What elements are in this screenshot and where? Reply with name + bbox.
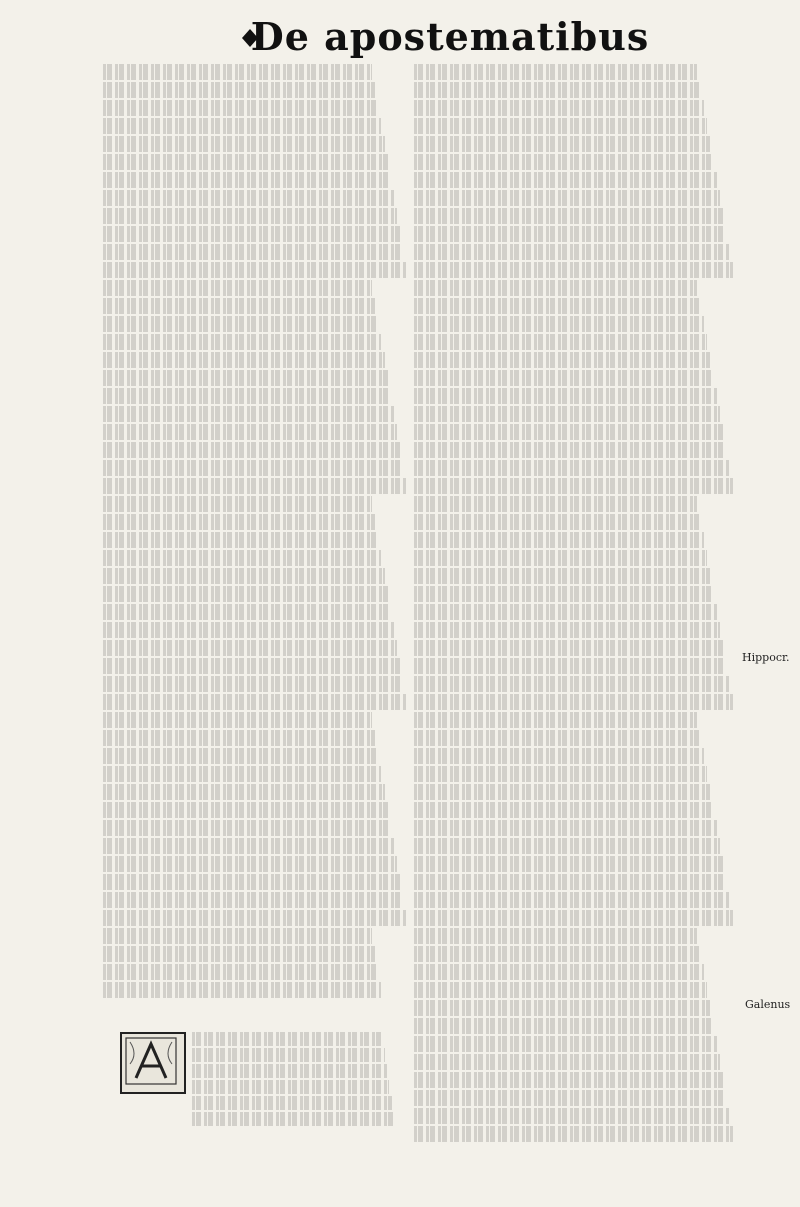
text-line-placeholder (414, 946, 701, 962)
text-line-placeholder (103, 586, 388, 602)
text-line-placeholder (414, 856, 723, 872)
text-line-placeholder (103, 280, 372, 296)
decorative-initial-icon (122, 1034, 180, 1088)
text-line-placeholder (414, 604, 717, 620)
text-line-placeholder (414, 460, 730, 476)
text-line-placeholder (192, 1096, 392, 1110)
text-line-placeholder (414, 712, 697, 728)
text-line-placeholder (192, 1032, 383, 1046)
text-line-placeholder (414, 352, 710, 368)
woodcut-initial (120, 1032, 186, 1094)
text-line-placeholder (414, 1036, 717, 1052)
text-line-placeholder (414, 208, 723, 224)
text-line-placeholder (103, 64, 372, 80)
text-line-placeholder (414, 370, 713, 386)
text-line-placeholder (414, 802, 713, 818)
text-line-placeholder (414, 820, 717, 836)
text-line-placeholder (414, 316, 704, 332)
text-line-placeholder (414, 226, 726, 242)
text-line-placeholder (414, 154, 713, 170)
text-line-placeholder (103, 460, 403, 476)
text-line-placeholder (103, 568, 385, 584)
text-line-placeholder (103, 910, 406, 926)
text-line-placeholder (103, 874, 400, 890)
text-line-placeholder (103, 766, 381, 782)
text-line-placeholder (414, 244, 730, 260)
text-line-placeholder (103, 352, 385, 368)
text-line-placeholder (103, 496, 372, 512)
text-line-placeholder (414, 694, 733, 710)
text-line-placeholder (103, 730, 375, 746)
text-line-placeholder (103, 478, 406, 494)
text-line-placeholder (103, 784, 385, 800)
text-line-placeholder (103, 118, 381, 134)
text-line-placeholder (414, 676, 730, 692)
text-line-placeholder (414, 730, 701, 746)
text-line-placeholder (414, 928, 697, 944)
text-line-placeholder (103, 856, 397, 872)
text-line-placeholder (414, 496, 697, 512)
text-line-placeholder (414, 190, 720, 206)
text-line-placeholder (414, 910, 733, 926)
text-line-placeholder (103, 172, 391, 188)
text-line-placeholder (414, 388, 717, 404)
text-line-placeholder (103, 388, 391, 404)
text-line-placeholder (414, 1108, 730, 1124)
text-line-placeholder (103, 676, 403, 692)
text-line-placeholder (414, 658, 726, 674)
text-line-placeholder (414, 838, 720, 854)
text-line-placeholder (414, 298, 701, 314)
text-line-placeholder (103, 298, 375, 314)
text-line-placeholder (414, 82, 701, 98)
text-line-placeholder (414, 1018, 713, 1034)
text-line-placeholder (103, 964, 378, 980)
running-head-title: De apostematibus (250, 14, 650, 59)
text-line-placeholder (103, 136, 385, 152)
left-column-text (103, 64, 409, 1074)
text-line-placeholder (414, 406, 720, 422)
text-line-placeholder (414, 424, 723, 440)
text-line-placeholder (414, 766, 707, 782)
text-line-placeholder (103, 244, 403, 260)
text-line-placeholder (103, 550, 381, 566)
text-line-placeholder (103, 226, 400, 242)
text-line-placeholder (414, 514, 701, 530)
text-line-placeholder (414, 442, 726, 458)
text-line-placeholder (103, 532, 378, 548)
text-line-placeholder (103, 262, 406, 278)
text-line-placeholder (103, 658, 400, 674)
text-line-placeholder (414, 478, 733, 494)
text-line-placeholder (103, 208, 397, 224)
text-line-placeholder (414, 1054, 720, 1070)
margin-note-galenus: Galenus (745, 998, 791, 1011)
text-line-placeholder (414, 622, 720, 638)
text-line-placeholder (414, 136, 710, 152)
right-column-text (414, 64, 736, 1188)
text-line-placeholder (103, 604, 391, 620)
text-line-placeholder (414, 874, 726, 890)
text-line-placeholder (103, 820, 391, 836)
text-line-placeholder (103, 370, 388, 386)
text-line-placeholder (103, 838, 394, 854)
text-line-placeholder (414, 1072, 723, 1088)
text-line-placeholder (103, 406, 394, 422)
text-line-placeholder (192, 1048, 385, 1062)
text-line-placeholder (414, 532, 704, 548)
text-line-placeholder (103, 316, 378, 332)
text-line-placeholder (414, 334, 707, 350)
text-line-placeholder (103, 712, 372, 728)
text-beside-initial (192, 1032, 409, 1142)
text-line-placeholder (414, 100, 704, 116)
text-line-placeholder (103, 190, 394, 206)
text-line-placeholder (414, 982, 707, 998)
text-line-placeholder (414, 586, 713, 602)
text-line-placeholder (414, 1126, 733, 1142)
text-line-placeholder (103, 100, 378, 116)
text-line-placeholder (103, 946, 375, 962)
text-line-placeholder (414, 262, 733, 278)
text-line-placeholder (414, 64, 697, 80)
text-line-placeholder (103, 982, 381, 998)
text-line-placeholder (103, 892, 403, 908)
text-line-placeholder (103, 334, 381, 350)
text-line-placeholder (414, 172, 717, 188)
text-line-placeholder (414, 550, 707, 566)
text-line-placeholder (414, 1000, 710, 1016)
text-line-placeholder (103, 82, 375, 98)
text-line-placeholder (414, 118, 707, 134)
text-line-placeholder (103, 514, 375, 530)
text-line-placeholder (414, 280, 697, 296)
margin-note-hippocr: Hippocr. (742, 651, 790, 664)
text-line-placeholder (414, 640, 723, 656)
text-line-placeholder (414, 964, 704, 980)
text-line-placeholder (414, 892, 730, 908)
text-line-placeholder (103, 694, 406, 710)
text-line-placeholder (103, 622, 394, 638)
text-line-placeholder (192, 1080, 389, 1094)
text-line-placeholder (192, 1064, 387, 1078)
text-line-placeholder (103, 442, 400, 458)
text-line-placeholder (414, 568, 710, 584)
text-line-placeholder (103, 154, 388, 170)
text-line-placeholder (103, 928, 372, 944)
text-line-placeholder (414, 1090, 726, 1106)
text-line-placeholder (192, 1112, 394, 1126)
text-line-placeholder (103, 424, 397, 440)
text-line-placeholder (414, 748, 704, 764)
text-line-placeholder (103, 640, 397, 656)
text-line-placeholder (103, 748, 378, 764)
text-line-placeholder (414, 784, 710, 800)
text-line-placeholder (103, 802, 388, 818)
